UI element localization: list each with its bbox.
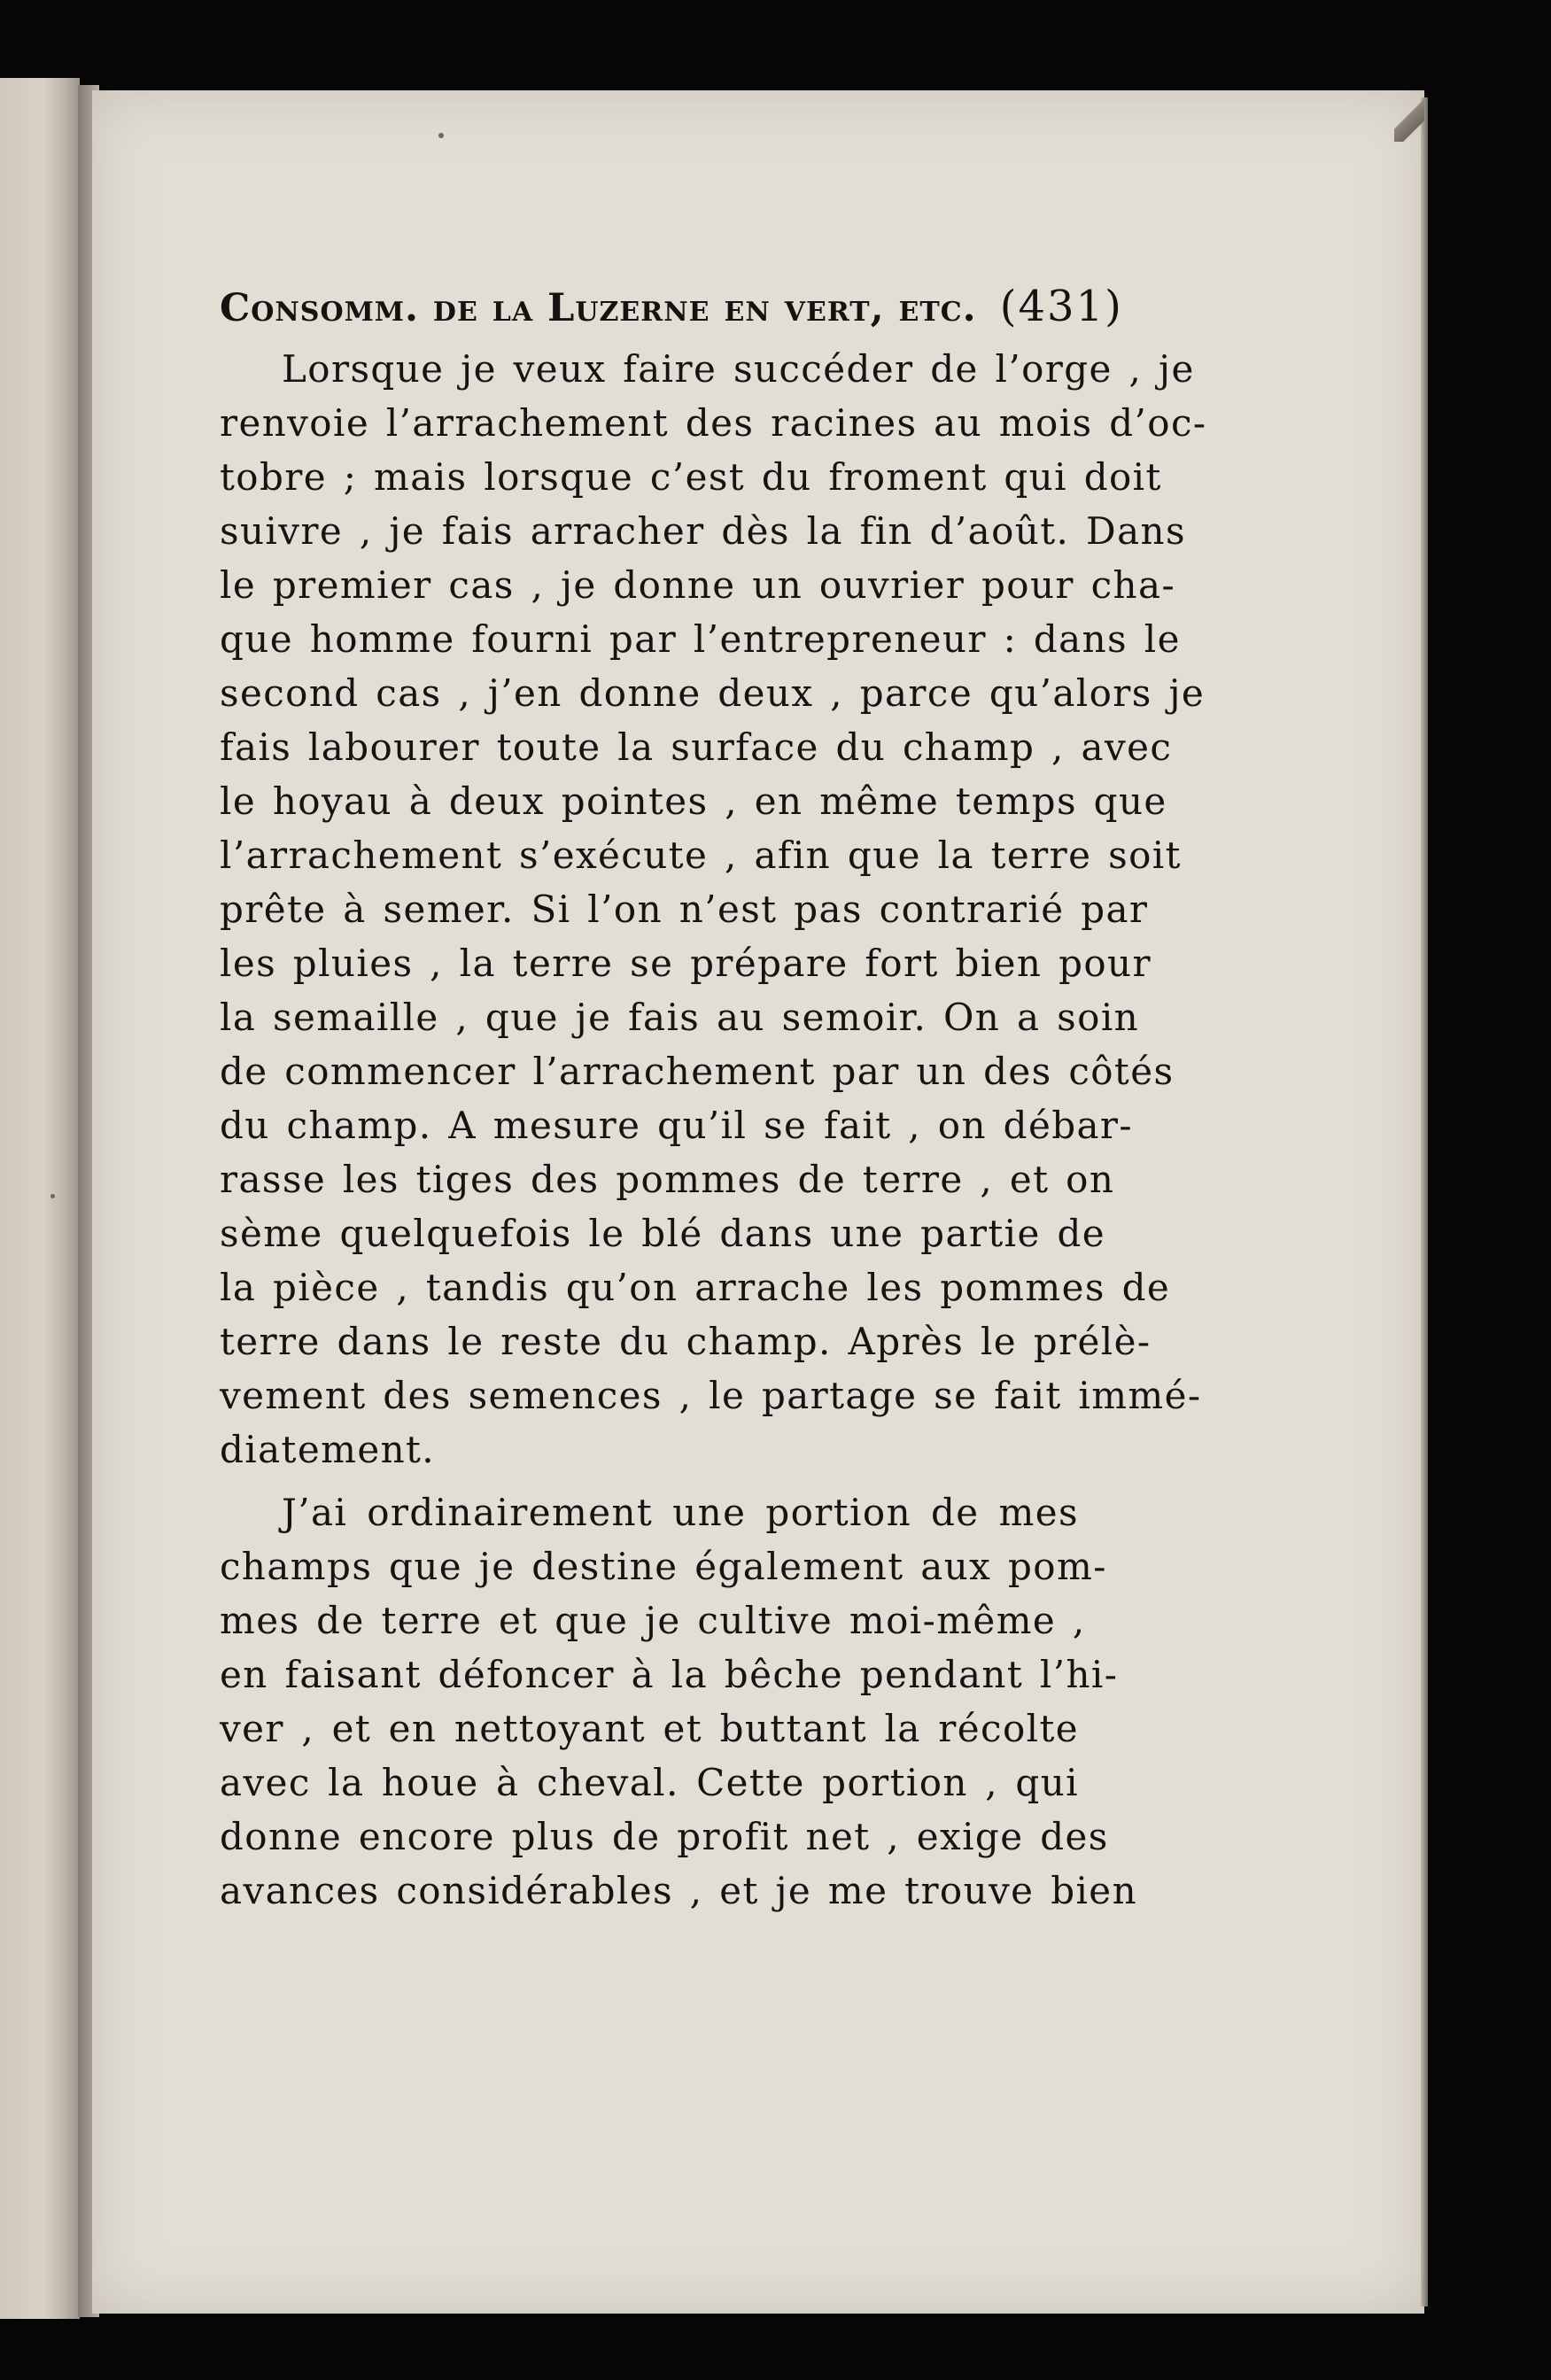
running-header: [220, 275, 1345, 338]
text-line: sème quelquefois le blé dans une partie de: [220, 1212, 1106, 1255]
text-line: Lorsque je veux faire succéder de l’orge , je: [282, 347, 1195, 391]
text-line: avances considérables , et je me trouve bien: [220, 1869, 1138, 1912]
page-right-edge: [1421, 97, 1428, 2306]
text-line: le hoyau à deux pointes , en même temps que: [220, 779, 1167, 823]
paper-speck: [50, 1194, 55, 1198]
text-line: diatement.: [220, 1428, 436, 1471]
text-line: suivre , je fais arracher dès la fin d’août. Dans: [220, 509, 1186, 553]
text-line: ver , et en nettoyant et buttant la récolte: [220, 1707, 1079, 1750]
paper-speck: [438, 133, 444, 138]
text-line: en faisant défoncer à la bêche pendant l’hi-: [220, 1653, 1119, 1696]
text-line: tobre ; mais lorsque c’est du froment qui doit: [220, 455, 1162, 499]
text-line: renvoie l’arrachement des racines au mois d’oc-: [220, 401, 1207, 445]
text-line: vement des semences , le partage se fait immé-: [220, 1374, 1202, 1417]
text-line: second cas , j’en donne deux , parce qu’alors je: [220, 671, 1206, 715]
text-line: la semaille , que je fais au semoir. On a soin: [220, 996, 1140, 1039]
running-title: Consomm. de la Luzerne en vert, etc.: [220, 286, 977, 330]
text-line: avec la houe à cheval. Cette portion , qui: [220, 1761, 1079, 1804]
text-line: J’ai ordinairement une portion de mes: [282, 1491, 1079, 1534]
page-number: (431): [999, 282, 1123, 331]
text-line: mes de terre et que je cultive moi-même ,: [220, 1599, 1086, 1642]
text-line: le premier cas , je donne un ouvrier pour cha-: [220, 563, 1176, 607]
text-line: terre dans le reste du champ. Après le prélè-: [220, 1320, 1152, 1363]
text-line: donne encore plus de profit net , exige des: [220, 1815, 1109, 1858]
text-line: champs que je destine également aux pom-: [220, 1545, 1107, 1588]
text-line: les pluies , la terre se prépare fort bien pour: [220, 942, 1152, 985]
text-line: du champ. A mesure qu’il se fait , on débar-: [220, 1104, 1133, 1147]
text-line: rasse les tiges des pommes de terre , et on: [220, 1158, 1115, 1201]
text-line: de commencer l’arrachement par un des côtés: [220, 1050, 1175, 1093]
text-line: fais labourer toute la surface du champ , avec: [220, 725, 1173, 769]
torn-corner-mark: [1394, 99, 1424, 142]
text-line: que homme fourni par l’entrepreneur : dans le: [220, 617, 1181, 661]
previous-page-edge: [0, 78, 80, 2319]
text-line: la pièce , tandis qu’on arrache les pommes de: [220, 1266, 1171, 1309]
text-line: prête à semer. Si l’on n’est pas contrarié par: [220, 888, 1149, 931]
text-line: l’arrachement s’exécute , afin que la terre soit: [220, 833, 1182, 877]
